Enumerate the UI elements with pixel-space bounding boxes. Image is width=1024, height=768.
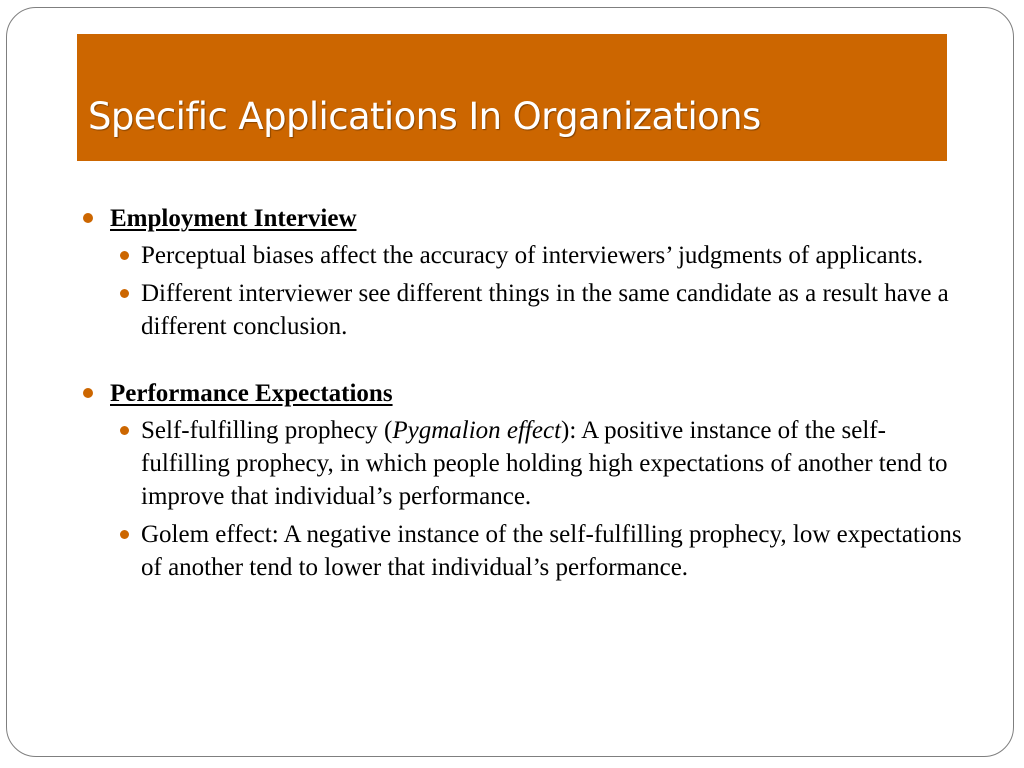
section-heading-text: Performance Expectations [110,380,393,407]
list-item-text-post: ): A positive instance of the self-fulfilling prophecy, in which people holding high expectations of another tend to improve that individual’s performance. [141,417,948,510]
list-item-text-pre: Self-fulfilling prophecy ( [141,417,393,444]
bullet-circle-icon [83,388,93,398]
bullet-circle-icon [120,530,129,539]
bullet-circle-icon [83,213,93,223]
list-item-text: Different interviewer see different things in the same candidate as a result have a different conclusion. [141,280,949,340]
list-item-text: Perceptual biases affect the accuracy of interviewers’ judgments of applicants. [141,242,924,269]
list-item [82,414,962,513]
slide-content [82,202,962,589]
list-item [82,518,962,584]
bullet-circle-icon [120,251,129,260]
section-heading-text: Employment Interview [110,205,357,232]
bullet-list [82,239,962,343]
section-heading [82,377,962,410]
section-employment-interview [82,202,962,343]
bullet-circle-icon [120,289,129,298]
bullet-list [82,414,962,584]
section-heading [82,202,962,235]
list-item [82,277,962,343]
list-item [82,239,962,272]
list-item-text-italic: Pygmalion effect [392,417,562,444]
section-performance-expectations [82,377,962,584]
slide-title: Specific Applications In Organizations [88,95,761,138]
title-bar [77,34,947,161]
bullet-circle-icon [120,426,129,435]
list-item-text: Golem effect: A negative instance of the self-fulfilling prophecy, low expectations of another tend to lower that individual’s performance. [141,521,962,581]
